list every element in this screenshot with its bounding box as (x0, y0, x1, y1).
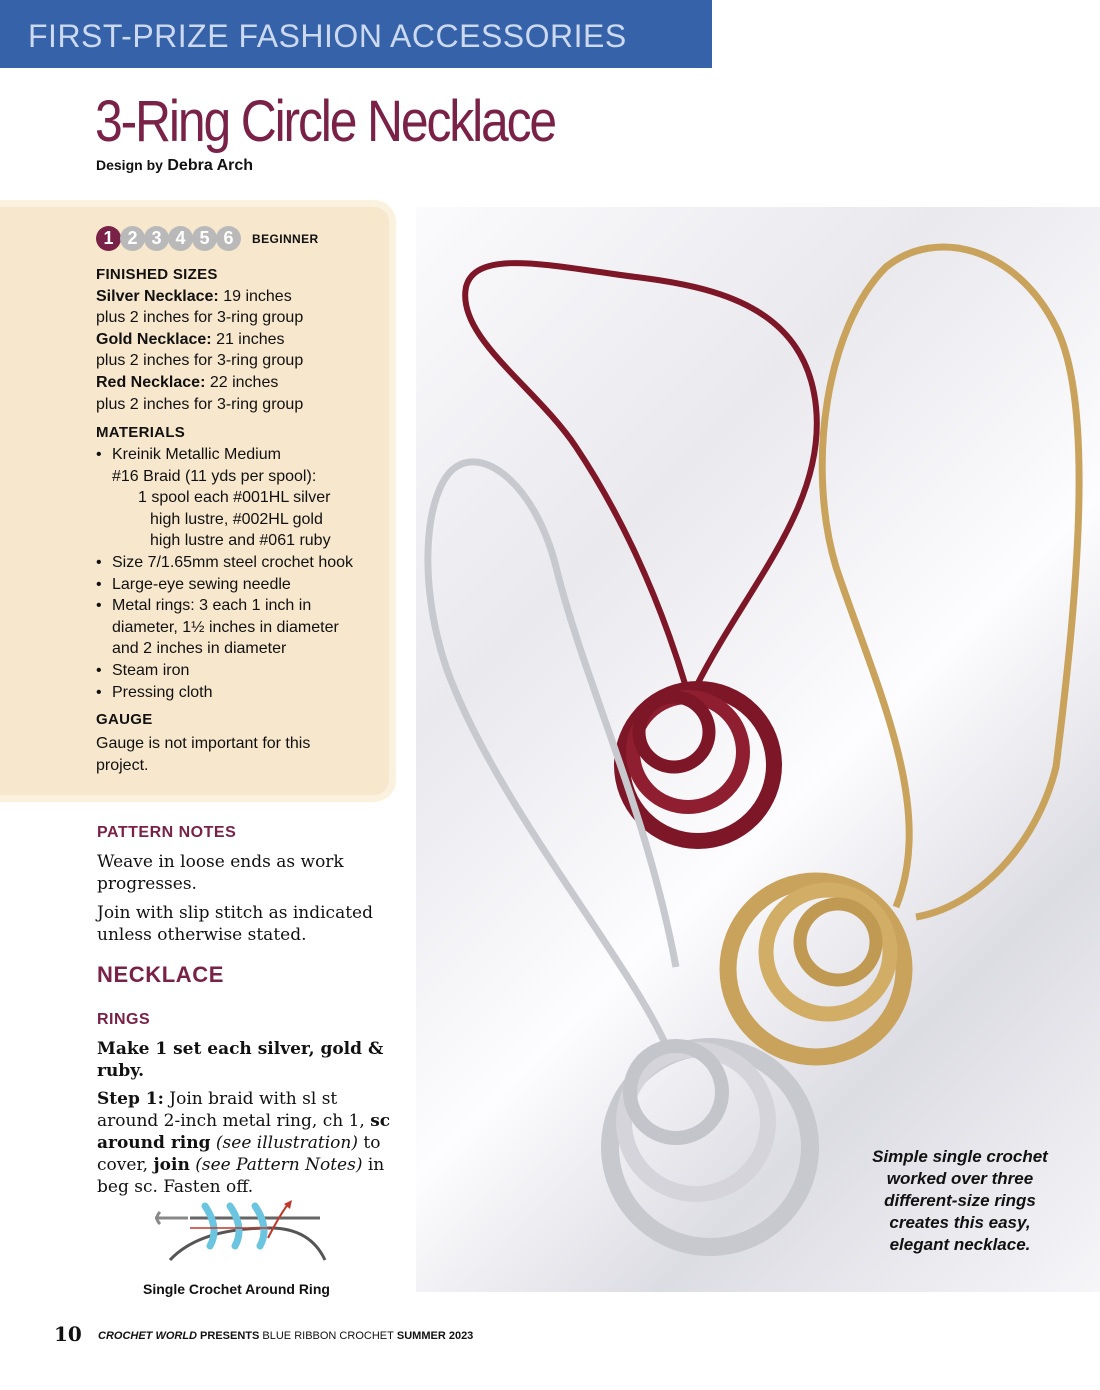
material-item-cont: diameter, 1½ inches in diameter (112, 618, 339, 636)
skill-level (96, 226, 319, 251)
size-gold: Gold Necklace: 21 inches (96, 330, 285, 348)
material-item-cont: 1 spool each #001HL silver (138, 489, 331, 507)
material-item-cont: high lustre, #002HL gold (150, 510, 323, 528)
skill-level-5: 5 (192, 226, 217, 251)
size-red-extra: plus 2 inches for 3-ring group (96, 395, 304, 413)
materials-list (96, 444, 386, 703)
gauge-text: Gauge is not important for this project. (96, 735, 311, 774)
rings-heading: RINGS (97, 1011, 151, 1028)
finished-sizes-heading: FINISHED SIZES (96, 266, 218, 283)
make-instruction: Make 1 set each silver, gold & ruby. (97, 1039, 384, 1081)
section-banner (0, 0, 712, 68)
material-item-cont: #16 Braid (11 yds per spool): (112, 467, 317, 485)
skill-level-6: 6 (216, 226, 241, 251)
materials-heading: MATERIALS (96, 424, 186, 441)
skill-level-label: BEGINNER (252, 231, 319, 246)
byline-author: Debra Arch (167, 157, 254, 174)
skill-level-2: 2 (120, 226, 145, 251)
illustration-caption: Single Crochet Around Ring (143, 1281, 330, 1297)
step-1: Step 1: Join braid with sl st around 2-inch metal ring, ch 1, sc around ring (see illustration) to cover, join (see Pattern Notes) in beg sc. Fasten off. (97, 1089, 391, 1197)
skill-level-1: 1 (96, 226, 121, 251)
size-red: Red Necklace: 22 inches (96, 373, 279, 391)
material-item: • Pressing cloth (96, 682, 386, 704)
material-item-cont: and 2 inches in diameter (112, 640, 287, 658)
material-item: • Size 7/1.65mm steel crochet hook (96, 552, 386, 574)
section-title: FIRST-PRIZE FASHION ACCESSORIES (28, 18, 627, 54)
page-title: 3-Ring Circle Necklace (95, 89, 555, 154)
size-silver-extra: plus 2 inches for 3-ring group (96, 309, 304, 327)
necklace-photo (416, 207, 1100, 1292)
pattern-note: Weave in loose ends as work progresses. (97, 852, 344, 894)
footer-credit: CROCHET WORLD PRESENTS BLUE RIBBON CROCHET SUMMER 2023 (98, 1330, 474, 1342)
material-item: • Steam iron (96, 660, 386, 682)
byline-prefix: Design by (96, 157, 163, 173)
necklace-heading: NECKLACE (97, 962, 225, 987)
size-gold-extra: plus 2 inches for 3-ring group (96, 352, 304, 370)
gauge-heading: GAUGE (96, 711, 153, 728)
finished-sizes (96, 264, 381, 415)
single-crochet-illustration (150, 1198, 330, 1270)
material-item: • Kreinik Metallic Medium (96, 444, 386, 466)
skill-level-3: 3 (144, 226, 169, 251)
size-silver: Silver Necklace: 19 inches (96, 287, 292, 305)
pattern-notes-heading: PATTERN NOTES (97, 824, 237, 841)
material-item: • Metal rings: 3 each 1 inch in (96, 595, 386, 617)
material-item: • Large-eye sewing needle (96, 574, 386, 596)
photo-caption: Simple single crochet worked over three different-size rings creates this easy, elegant necklace. (872, 1147, 1048, 1254)
necklace-image (416, 207, 1100, 1292)
pattern-note: Join with slip stitch as indicated unless otherwise stated. (97, 903, 373, 945)
byline (96, 157, 253, 175)
skill-level-4: 4 (168, 226, 193, 251)
material-item-cont: high lustre and #061 ruby (150, 532, 331, 550)
page-number: 10 (54, 1322, 82, 1346)
